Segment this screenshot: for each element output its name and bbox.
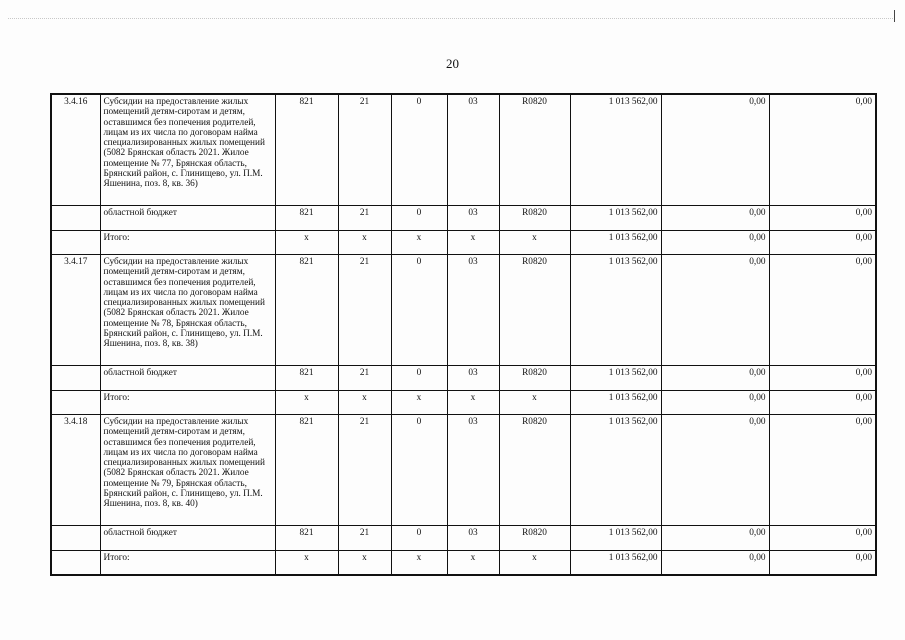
code-ps-cell: 03 [447,255,499,366]
amount-3-cell: 0,00 [769,206,876,231]
code-ps-cell: x [447,391,499,415]
table-row [51,94,876,206]
code-pr-cell: 0 [391,94,447,206]
amount-1-cell: 1 013 562,00 [570,551,661,576]
table-row [51,526,876,551]
amount-2-cell: 0,00 [661,206,769,231]
code-gr-cell: x [275,551,338,576]
code-vr-cell: R0820 [499,94,570,206]
row-name-cell: областной бюджет [100,526,275,551]
code-vr-cell: R0820 [499,255,570,366]
row-number-cell: 3.4.17 [51,255,100,366]
code-ps-cell: 03 [447,206,499,231]
code-rz-cell: 21 [338,415,391,526]
table-row [51,206,876,231]
code-gr-cell: 821 [275,526,338,551]
code-rz-cell: 21 [338,526,391,551]
row-name-cell: Субсидии на предоставление жилых помещений детям-сиротам и детям, оставшимся без попечения родителей, лицам из их числа по договорам найма специализированных жилых помещений (5082 Брянская область 2021. Жилое помещение № 79, Брянская область, Брянский район, с. Глинищево, ул. П.М. Яшенина, поз. 8, кв. 40) [100,415,275,526]
table-body [51,94,876,575]
row-name-cell: Итого: [100,551,275,576]
row-name-cell: Субсидии на предоставление жилых помещений детям-сиротам и детям, оставшимся без попечения родителей, лицам из их числа по договорам найма специализированных жилых помещений (5082 Брянская область 2021. Жилое помещение № 78, Брянская область, Брянский район, с. Глинищево, ул. П.М. Яшенина, поз. 8, кв. 38) [100,255,275,366]
row-name-cell: областной бюджет [100,206,275,231]
row-number-cell: 3.4.18 [51,415,100,526]
code-pr-cell: x [391,391,447,415]
row-name-cell: Субсидии на предоставление жилых помещений детям-сиротам и детям, оставшимся без попечения родителей, лицам из их числа по договорам найма специализированных жилых помещений (5082 Брянская область 2021. Жилое помещение № 77, Брянская область, Брянский район, с. Глинищево, ул. П.М. Яшенина, поз. 8, кв. 36) [100,94,275,206]
code-vr-cell: R0820 [499,415,570,526]
code-ps-cell: x [447,551,499,576]
page-number: 20 [446,56,459,71]
amount-3-cell: 0,00 [769,391,876,415]
code-pr-cell: 0 [391,415,447,526]
row-number-cell [51,206,100,231]
code-vr-cell: R0820 [499,206,570,231]
table-row [51,231,876,255]
amount-2-cell: 0,00 [661,231,769,255]
code-pr-cell: 0 [391,206,447,231]
amount-1-cell: 1 013 562,00 [570,206,661,231]
amount-2-cell: 0,00 [661,255,769,366]
code-pr-cell: x [391,231,447,255]
amount-1-cell: 1 013 562,00 [570,255,661,366]
row-name-cell: Итого: [100,231,275,255]
amount-1-cell: 1 013 562,00 [570,415,661,526]
code-vr-cell: x [499,391,570,415]
table-row [51,255,876,366]
code-ps-cell: x [447,231,499,255]
code-ps-cell: 03 [447,415,499,526]
code-rz-cell: 21 [338,206,391,231]
row-number-cell [51,526,100,551]
code-gr-cell: 821 [275,94,338,206]
budget-table [50,93,877,576]
code-pr-cell: 0 [391,255,447,366]
row-name-cell: Итого: [100,391,275,415]
code-gr-cell: x [275,391,338,415]
amount-3-cell: 0,00 [769,526,876,551]
table-row [51,551,876,576]
amount-3-cell: 0,00 [769,255,876,366]
table-row [51,391,876,415]
scan-edge-mark [894,10,895,22]
amount-1-cell: 1 013 562,00 [570,94,661,206]
row-name-cell: областной бюджет [100,366,275,391]
row-number-cell [51,366,100,391]
amount-2-cell: 0,00 [661,551,769,576]
amount-1-cell: 1 013 562,00 [570,391,661,415]
amount-3-cell: 0,00 [769,366,876,391]
amount-2-cell: 0,00 [661,94,769,206]
code-rz-cell: 21 [338,255,391,366]
code-gr-cell: 821 [275,206,338,231]
code-pr-cell: 0 [391,366,447,391]
amount-2-cell: 0,00 [661,366,769,391]
code-gr-cell: x [275,231,338,255]
amount-2-cell: 0,00 [661,415,769,526]
amount-2-cell: 0,00 [661,526,769,551]
code-rz-cell: x [338,391,391,415]
scan-edge-line [8,18,893,19]
code-ps-cell: 03 [447,366,499,391]
row-number-cell [51,551,100,576]
code-vr-cell: x [499,231,570,255]
amount-2-cell: 0,00 [661,391,769,415]
code-rz-cell: 21 [338,366,391,391]
amount-3-cell: 0,00 [769,551,876,576]
row-number-cell: 3.4.16 [51,94,100,206]
row-number-cell [51,231,100,255]
table-row [51,415,876,526]
code-rz-cell: 21 [338,94,391,206]
code-vr-cell: R0820 [499,366,570,391]
code-gr-cell: 821 [275,255,338,366]
code-ps-cell: 03 [447,526,499,551]
code-gr-cell: 821 [275,415,338,526]
amount-3-cell: 0,00 [769,94,876,206]
code-rz-cell: x [338,551,391,576]
amount-1-cell: 1 013 562,00 [570,526,661,551]
code-rz-cell: x [338,231,391,255]
code-gr-cell: 821 [275,366,338,391]
row-number-cell [51,391,100,415]
code-vr-cell: x [499,551,570,576]
code-pr-cell: x [391,551,447,576]
amount-3-cell: 0,00 [769,231,876,255]
amount-1-cell: 1 013 562,00 [570,366,661,391]
code-ps-cell: 03 [447,94,499,206]
code-pr-cell: 0 [391,526,447,551]
code-vr-cell: R0820 [499,526,570,551]
amount-3-cell: 0,00 [769,415,876,526]
amount-1-cell: 1 013 562,00 [570,231,661,255]
table-row [51,366,876,391]
